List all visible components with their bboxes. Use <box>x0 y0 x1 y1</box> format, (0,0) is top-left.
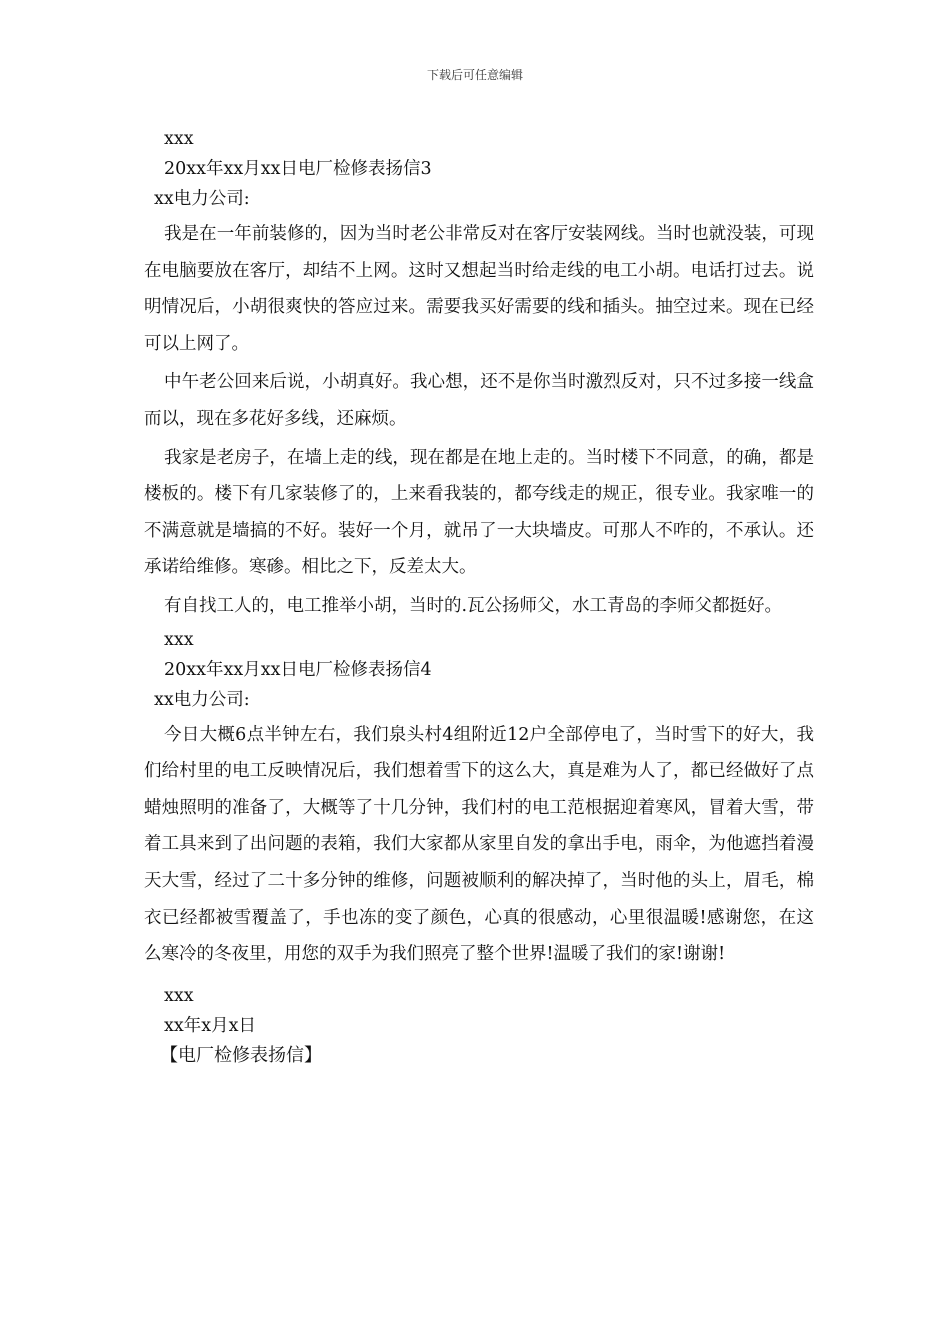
paragraph: 我是在一年前装修的，因为当时老公非常反对在客厅安装网线。当时也就没装，可现在电脑要放在客厅，却结不上网。这时又想起当时给走线的电工小胡。电话打过去。说明情况后，小胡很爽快的答应过来。需要我买好需要的线和插头。抽空过来。现在已经可以上网了。 <box>144 224 814 354</box>
paragraph: 有自找工人的，电工推举小胡，当时的.瓦公扬师父，水工青岛的李师父都挺好。 <box>164 595 783 616</box>
paragraph: 中午老公回来后说，小胡真好。我心想，还不是你当时激烈反对，只不过多接一线盒而以，现在多花好多线，还麻烦。 <box>144 372 814 429</box>
closing-date: xx年x月x日 <box>164 1015 256 1036</box>
paragraph: 今日大概6点半钟左右，我们泉头村4组附近12户全部停电了，当时雪下的好大，我们给村里的电工反映情况后，我们想着雪下的这么大，真是难为人了，都已经做好了点蜡烛照明的准备了，大概等了十几分钟，我们村的电工范根据迎着寒风，冒着大雪，带着工具来到了出问题的表箱，我们大家都从家里自发的拿出手电，雨伞，为他遮挡着漫天大雪，经过了二十多分钟的维修，问题被顺利的解决掉了，当时他的头上，眉毛，棉衣已经都被雪覆盖了，手也冻的变了颜色，心真的很感动，心里很温暖!感谢您，在这么寒冷的冬夜里，用您的双手为我们照亮了整个世界!温暖了我们的家!谢谢! <box>144 724 814 965</box>
letter-heading: 20xx年xx月xx日电厂检修表扬信3 <box>164 159 432 179</box>
header-note: 下载后可任意编辑 <box>426 68 523 82</box>
document-body <box>144 124 814 1071</box>
signature: xxx <box>164 629 194 650</box>
salutation: xx电力公司: <box>154 189 250 209</box>
salutation: xx电力公司: <box>154 689 250 710</box>
signature: xxx <box>164 985 194 1006</box>
paragraph: 我家是老房子，在墙上走的线，现在都是在地上走的。当时楼下不同意，的确，都是楼板的。楼下有几家装修了的，上来看我装的，都夸线走的规正，很专业。我家唯一的不满意就是墙搞的不好。装好一个月，就吊了一大块墙皮。可那人不咋的，不承认。还承诺给维修。寒碜。相比之下，反差太大。 <box>144 447 814 578</box>
letter-heading: 20xx年xx月xx日电厂检修表扬信4 <box>164 659 432 680</box>
document-title: 【电厂检修表扬信】 <box>160 1044 322 1066</box>
signature: xxx <box>164 129 194 149</box>
